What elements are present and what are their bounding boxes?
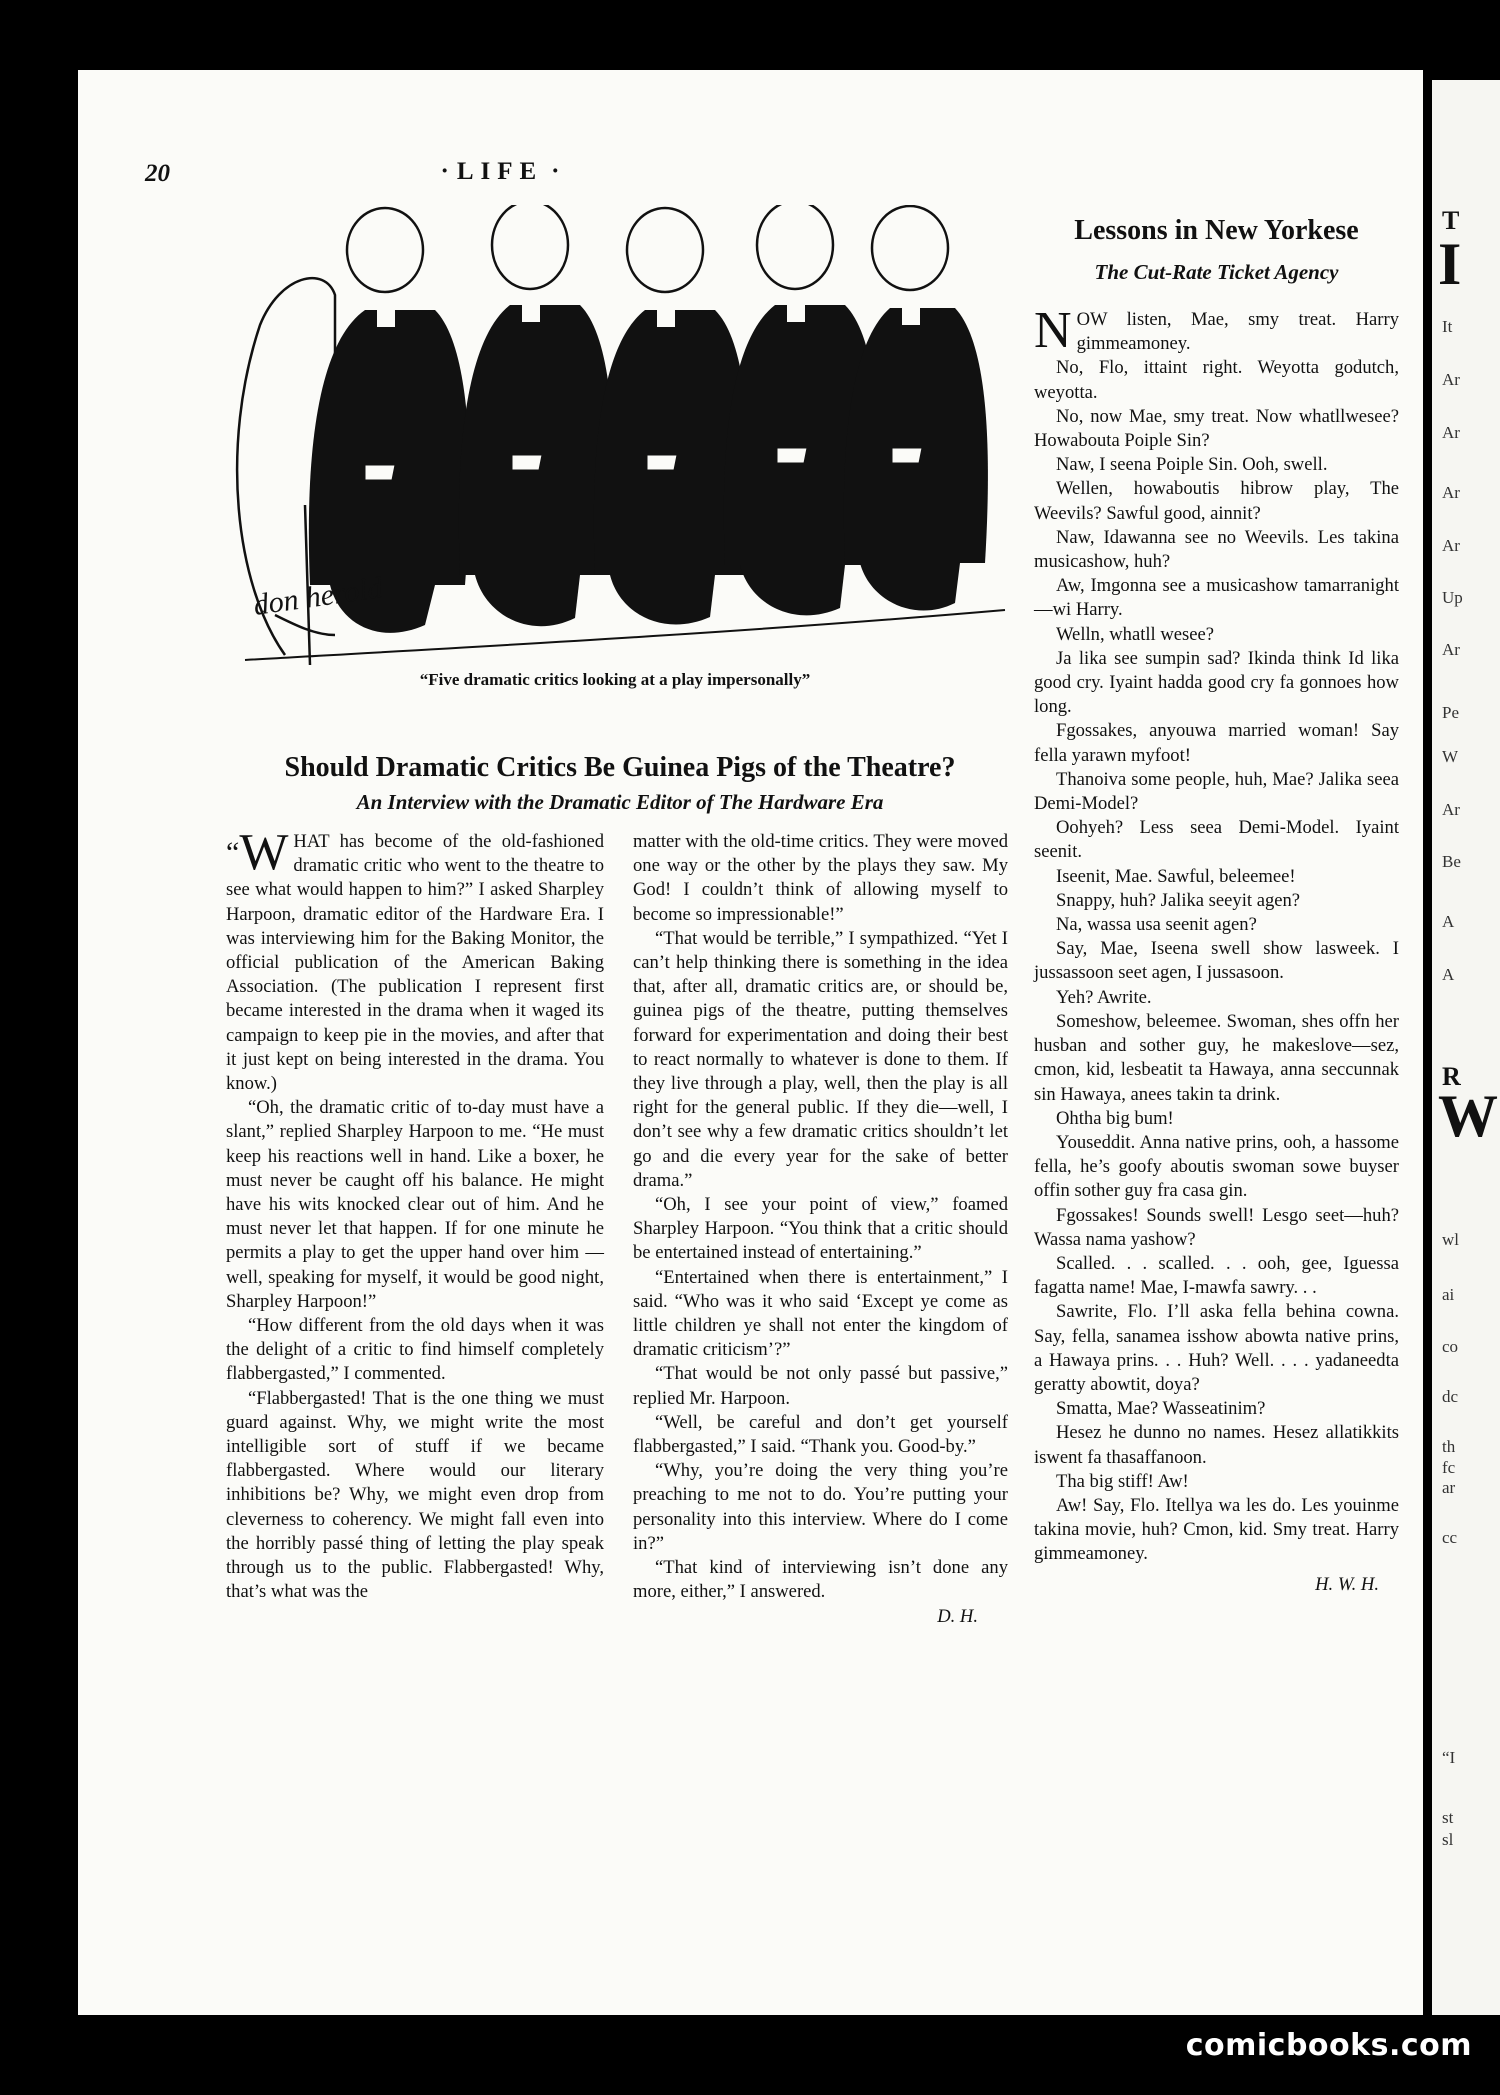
sidebar-paragraph: Aw! Say, Flo. Itellya wa les do. Les youinme takina movie, huh? Cmon, kid. Smy treat. Harry gimmeamoney. [1034,1494,1399,1565]
sidebar-paragraph: Wellen, howaboutis hibrow play, The Weevils? Sawful good, ainnit? [1034,478,1399,524]
sidebar-paragraph: Ja lika see sumpin sad? Ikinda think Id lika good cry. Iyaint hadda good cry fa gonnoes how long. [1034,647,1399,718]
drop-cap: N [1034,302,1072,359]
sidebar-paragraph: Aw, Imgonna see a musicashow tamarranight—wi Harry. [1034,575,1399,621]
next-page-fragment: Ar [1442,370,1460,389]
next-page-fragment: st [1442,1808,1454,1827]
article-paragraph: “Flabbergasted! That is the one thing we must guard against. Why, we might write the most intelligible sort of stuff if we became flabbergasted. Where would our literary inhibitions be? Why, we might even drop from cleverness to coherency. We might fall even into the horribly passé thing of letting the play speak through us to the public. Flabbergasted! Why, that’s what was the [226,1387,604,1603]
sidebar-paragraph: Fgossakes! Sounds swell! Lesgo seet—huh? Wassa nama yashow? [1034,1204,1399,1250]
sidebar-paragraph: NOW listen, Mae, smy treat. Harry gimmeamoney. [1034,302,1399,359]
sidebar-paragraph: Smatta, Mae? Wasseatinim? [1056,1398,1266,1420]
sidebar-column [1034,302,1399,1597]
next-page-fragment: A [1442,965,1455,984]
adjacent-page-edge [1432,80,1500,2015]
article-signature: D. H. [937,1605,978,1627]
sidebar-title: Lessons in New Yorkese [1074,215,1359,246]
next-page-fragment: W [1438,1083,1498,1149]
sidebar-paragraph: Scalled. . . scalled. . . ooh, gee, Iguessa fagatta name! Mae, I-mawfa sawry. . . [1034,1252,1399,1299]
article-paragraph: “That would be terrible,” I sympathized. “Yet I can’t help thinking there is something in the idea that, after all, dramatic critics are, or should be, guinea pigs of the theatre, putting themselves forward for experimentation and doing their best to react normally to whatever is done to them. If they live through a play, well, then the play is all right for the general public. If they die—well, I don’t see why a few dramatic critics shouldn’t let go and die every year for the sake of better drama.” [633,927,1008,1191]
sidebar-paragraph: Fgossakes, anyouwa married woman! Say fella yarawn myfoot! [1034,720,1399,766]
page-number: 20 [145,160,170,187]
sidebar-paragraph: Say, Mae, Iseena swell show lasweek. I jussassoon seet agen, I jussasoon. [1034,938,1399,984]
sidebar-paragraph: Naw, Idawanna see no Weevils. Les takina musicashow, huh? [1034,526,1399,573]
next-page-fragment: “I [1442,1748,1456,1767]
sidebar-paragraph: Welln, whatll wesee? [1056,623,1215,645]
article-headline: Should Dramatic Critics Be Guinea Pigs of the Theatre? [284,752,956,783]
critic-figures [309,205,988,633]
next-page-fragment: Ar [1442,536,1460,555]
next-page-fragment: Up [1442,588,1463,607]
site-watermark: comicbooks.com [1185,2028,1472,2063]
next-page-fragment: th [1442,1437,1456,1456]
sidebar-paragraph: Yeh? Awrite. [1056,986,1152,1008]
article-paragraph: “W HAT has become of the old-fashioned dramatic critic who went to the theatre to see what would happen to him?” I asked Sharpley Harpoon, dramatic editor of the Hardware Era. I was interviewing him for the Baking Monitor, the official publication of the American Baking Association. (The publication I represent first became interested in the drama when it waged its campaign to keep pie in the movies, and after that it just kept on being interested in the drama. You know.) [226,824,604,1095]
next-page-fragment: wl [1442,1230,1459,1249]
article-column-2 [633,830,1008,1629]
next-page-fragment: fc [1442,1458,1456,1477]
next-page-fragment: ar [1442,1478,1456,1497]
sidebar-subtitle: The Cut-Rate Ticket Agency [1094,260,1339,284]
next-page-fragment: Ar [1442,640,1460,659]
sidebar-signature: H. W. H. [1315,1573,1379,1595]
next-page-fragment: Be [1442,852,1461,871]
next-page-fragment: Ar [1442,800,1460,819]
next-page-fragment: cc [1442,1528,1458,1547]
article-paragraph: “How different from the old days when it was the delight of a critic to find himself completely flabbergasted,” I commented. [226,1315,604,1385]
article-paragraph: “Entertained when there is entertainment,” I said. “Who was it who said ‘Except ye come as little children ye shall not enter the kingdom of dramatic criticism’?” [633,1266,1008,1361]
sidebar-paragraph: Na, wassa usa seenit agen? [1056,914,1257,936]
next-page-fragment: sl [1442,1830,1454,1849]
next-page-fragment: ai [1442,1285,1455,1304]
sidebar-paragraph: No, Flo, ittaint right. Weyotta godutch, weyotta. [1034,357,1399,403]
sidebar-paragraph: Sawrite, Flo. I’ll aska fella behina cowna. Say, fella, sanamea isshow abowta native prins, a Hawaya prins. . . Huh? Well. . . . yadaneedta geratty abowtit, doya? [1034,1301,1399,1395]
cartoon-caption: “Five dramatic critics looking at a play impersonally” [419,670,811,689]
next-page-fragment: I [1438,231,1462,297]
sidebar-paragraph: Someshow, beleemee. Swoman, shes offn her husban and sother guy, he makeslove—sez, cmon, kid, lesbeatit ta Hawaya, anna seccunnak sin Hawaya, anees takin ta drink. [1034,1010,1399,1105]
article-paragraph: “Oh, the dramatic critic of to-day must have a slant,” replied Sharpley Harpoon to me. “He must keep his reactions well in hand. Like a boxer, he must never be caught off his balance. He might have his wits knocked clear out of him. And he must never let that happen. If for one minute he permits a play to get the upper hand over him — well, speaking for myself, it would be good night, Sharpley Harpoon!” [226,1097,604,1312]
article-paragraph: “Well, be careful and don’t get yourself flabbergasted,” I said. “Thank you. Good-by.” [633,1411,1008,1458]
next-page-fragment: Ar [1442,423,1460,442]
drop-cap: “W [226,824,289,881]
running-head: · LIFE · [440,158,560,185]
article-paragraph: matter with the old-time critics. They were moved one way or the other by the plays they saw. My God! I couldn’t think of allowing myself to become so impressionable!” [633,831,1008,925]
sidebar-paragraph: Hesez he dunno no names. Hesez allatikkits iswent fa thasaffanoon. [1034,1422,1399,1468]
cartoon-illustration [215,205,1015,675]
sidebar-paragraph: Iseenit, Mae. Sawful, beleemee! [1056,865,1296,887]
sidebar-paragraph: Youseddit. Anna native prins, ooh, a hassome fella, he’s goofy aboutis swoman sowe buyser offin sother guy fra casa gin. [1034,1131,1399,1202]
next-page-fragment: A [1442,912,1455,931]
next-page-fragment: co [1442,1337,1459,1356]
article-paragraph: “Why, you’re doing the very thing you’re preaching to me not to do. You’re putting your personality into this interview. Where do I come in?” [633,1460,1008,1554]
article-column-1 [226,824,604,1605]
sidebar-paragraph: Naw, I seena Poiple Sin. Ooh, swell. [1056,454,1328,476]
article-subhead: An Interview with the Dramatic Editor of The Hardware Era [356,790,884,814]
sidebar-paragraph: Oohyeh? Less seea Demi-Model. Iyaint seenit. [1034,817,1399,863]
next-page-fragment: It [1442,317,1453,336]
next-page-fragment: Ar [1442,483,1460,502]
next-page-fragment: W [1442,747,1459,766]
next-page-fragment: dc [1442,1387,1459,1406]
next-page-fragment: Pe [1442,703,1459,722]
sidebar-paragraph: Thanoiva some people, huh, Mae? Jalika seea Demi-Model? [1034,768,1399,815]
next-page-fragment: R [1442,1062,1461,1091]
article-paragraph: “Oh, I see your point of view,” foamed Sharpley Harpoon. “You think that a critic should be entertained instead of entertaining.” [633,1194,1008,1264]
article-paragraph: “That kind of interviewing isn’t done any more, either,” I answered. [633,1557,1008,1603]
article-paragraph: “That would be not only passé but passive,” replied Mr. Harpoon. [633,1363,1008,1409]
sidebar-paragraph: Tha big stiff! Aw! [1056,1470,1189,1492]
next-page-fragment: T [1442,206,1460,235]
sidebar-paragraph: Snappy, huh? Jalika seeyit agen? [1056,889,1301,911]
cartoonist-signature: don herold [251,571,385,622]
sidebar-paragraph: No, now Mae, smy treat. Now whatllwesee? Howabouta Poiple Sin? [1034,405,1399,452]
sidebar-paragraph: Ohtha big bum! [1056,1107,1174,1129]
